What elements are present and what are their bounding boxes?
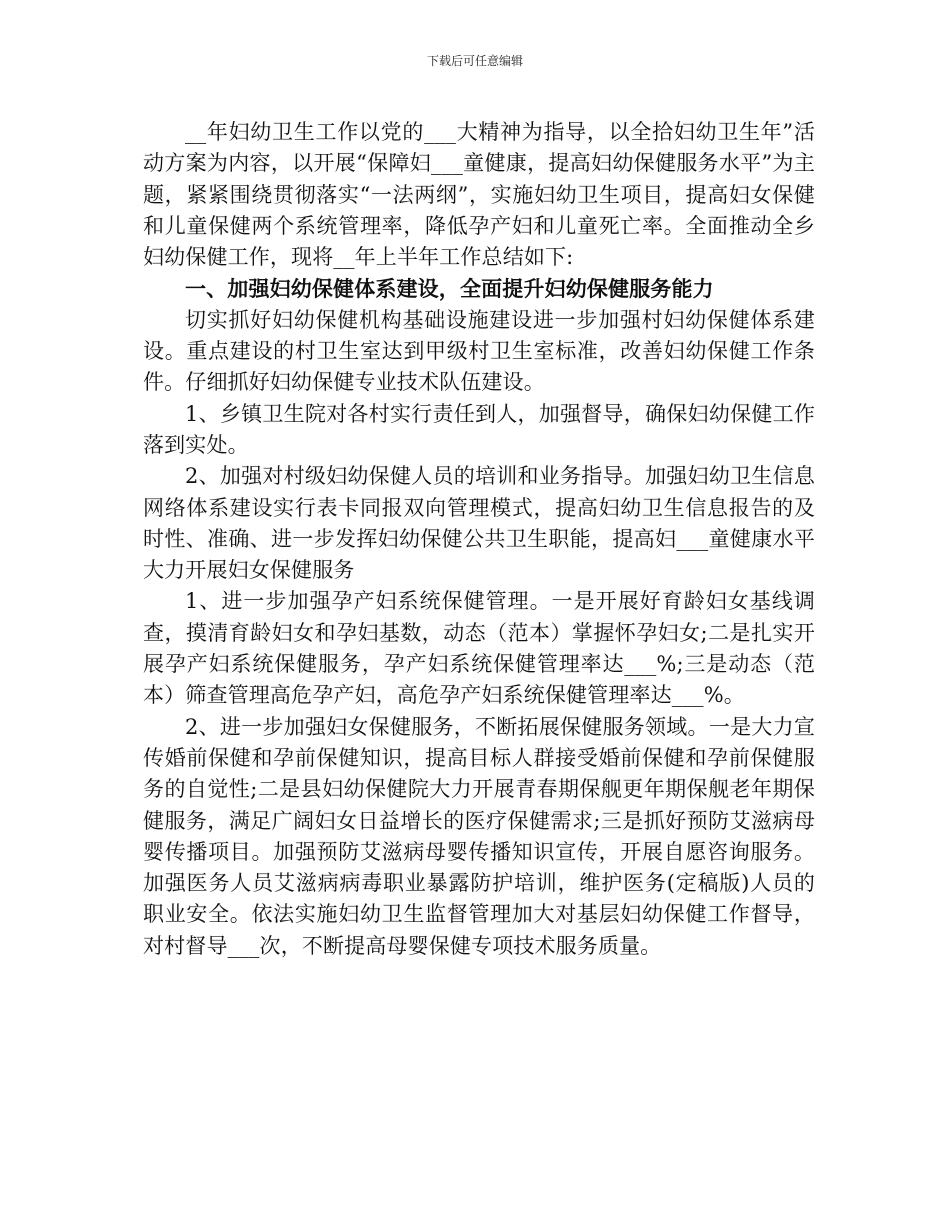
body-paragraph: 2、加强对村级妇幼保健人员的培训和业务指导。加强妇幼卫生信息网络体系建设实行表卡同报双向管理模式，提高妇幼卫生信息报告的及时性、准确、进一步发挥妇幼保健公共卫生职能，提高妇___童健康水平大力开展妇女保健服务 (143, 464, 815, 583)
body-paragraph: 2、进一步加强妇女保健服务，不断拓展保健服务领域。一是大力宣传婚前保健和孕前保健知识，提高目标人群接受婚前保健和孕前保健服务的自觉性;二是县妇幼保健院大力开展青春期保舰更年期保舰老年期保健服务，满足广阔妇女日益增长的医疗保健需求;三是抓好预防艾滋病母婴传播项目。加强预防艾滋病母婴传播知识宣传，开展自愿咨询服务。加强医务人员艾滋病病毒职业暴露防护培训，维护医务(定稿版)人员的职业安全。依法实施妇幼卫生监督管理加大对基层妇幼保健工作督导，对村督导___次，不断提高母婴保健专项技术服务质量。 (143, 714, 815, 958)
intro-paragraph: __年妇幼卫生工作以党的___大精神为指导，以全拾妇幼卫生年”活动方案为内容，以开展“保障妇___童健康，提高妇幼保健服务水平”为主题，紧紧围绕贯彻落实“一法两纲”，实施妇幼卫生项目，提高妇女保健和儿童保健两个系统管理率，降低孕产妇和儿童死亡率。全面推动全乡妇幼保健工作，现将__年上半年工作总结如下: (143, 120, 815, 270)
page-header: 下载后可任意编辑 (426, 54, 523, 68)
body-paragraph: 切实抓好妇幼保健机构基础设施建设进一步加强村妇幼保健体系建设。重点建设的村卫生室达到甲级村卫生室标准，改善妇幼保健工作条件。仔细抓好妇幼保健专业技术队伍建设。 (143, 307, 815, 395)
body-paragraph: 1、乡镇卫生院对各村实行责任到人，加强督导，确保妇幼保健工作落到实处。 (143, 401, 815, 457)
document-body (143, 117, 815, 962)
body-paragraph: 1、进一步加强孕产妇系统保健管理。一是开展好育龄妇女基线调查，摸清育龄妇女和孕妇基数，动态（范本）掌握怀孕妇女;二是扎实开展孕产妇系统保健服务，孕产妇系统保健管理率达___%;三是动态（范本）筛查管理高危孕产妇，高危孕产妇系统保健管理率达___%。 (143, 589, 815, 708)
section-heading: 一、加强妇幼保健体系建设，全面提升妇幼保健服务能力 (185, 276, 714, 302)
